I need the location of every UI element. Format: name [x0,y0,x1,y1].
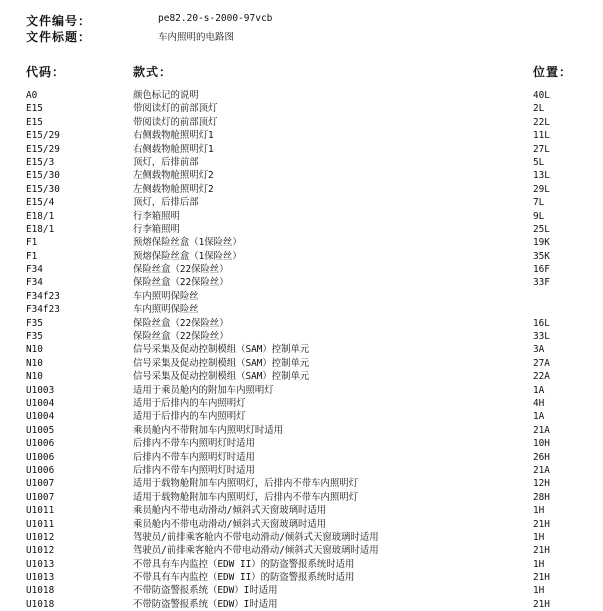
model-cell: 保险丝盒（22保险丝） [133,277,229,289]
position-cell: 27A [533,357,550,369]
position-cell: 4H [533,397,545,409]
position-cell: 33F [533,277,550,289]
position-cell: 21H [533,545,550,557]
model-cell: 预熔保险丝盒（1保险丝） [133,250,242,262]
table-row [0,156,603,169]
table-row [0,504,603,517]
model-cell: 左侧载物舱照明灯2 [133,183,214,195]
position-cell: 9L [533,210,545,222]
table-row [0,263,603,276]
code-cell: N10 [26,344,43,356]
table-row [0,223,603,236]
model-cell: 颜色标记的说明 [133,90,199,101]
code-cell: F34f23 [26,304,60,316]
table-row [0,491,603,504]
model-cell: 右侧载物舱照明灯1 [133,130,214,142]
doc-title-label: 文件标题： [26,30,92,44]
table-row [0,250,603,263]
model-cell: 乘员舱内不带电动滑动/倾斜式天窗玻璃时适用 [133,518,327,530]
position-cell: 40L [533,90,550,101]
code-cell: U1007 [26,491,55,503]
position-cell: 26H [533,451,550,463]
table-row [0,143,603,156]
table-row [0,477,603,490]
header-position: 位置： [533,65,573,79]
model-cell: 不带具有车内监控（EDW II）的防盗警报系统时适用 [133,572,355,584]
code-cell: N10 [26,371,43,383]
code-cell: U1012 [26,545,55,557]
code-cell: U1006 [26,464,55,476]
model-cell: 驾驶员/前排乘客舱内不带电动滑动/倾斜式天窗玻璃时适用 [133,545,379,557]
code-cell: U1011 [26,518,55,530]
position-cell: 21A [533,464,550,476]
model-cell: 适用于后排内的车内照明灯 [133,397,246,409]
position-cell: 21H [533,598,550,610]
model-cell: 行李箱照明 [133,210,180,222]
model-cell: 不带防盗警报系统（EDW）I时适用 [133,585,278,597]
table-row [0,89,603,102]
code-cell: U1007 [26,478,55,490]
model-cell: 顶灯，后排后部 [133,197,199,209]
table-row [0,424,603,437]
position-cell: 1H [533,585,545,597]
position-cell: 10H [533,438,550,450]
model-cell: 保险丝盒（22保险丝） [133,264,229,276]
table-row [0,102,603,115]
position-cell: 11L [533,130,550,142]
code-cell: F1 [26,250,38,262]
position-cell: 16L [533,317,550,329]
code-cell: E15/4 [26,197,55,209]
position-cell: 1A [533,411,545,423]
code-cell: U1005 [26,424,55,436]
position-cell: 25L [533,223,550,235]
position-cell: 1A [533,384,545,396]
model-cell: 信号采集及促动控制模组（SAM）控制单元 [133,357,310,369]
model-cell: 带阅读灯的前部顶灯 [133,116,218,128]
table-row [0,317,603,330]
table-row [0,584,603,597]
code-cell: F34 [26,277,43,289]
position-cell: 22A [533,371,550,383]
position-cell: 1H [533,531,545,543]
position-cell: 3A [533,344,545,356]
code-cell: E15/30 [26,170,60,182]
parts-table [0,89,603,611]
code-cell: A0 [26,90,38,101]
position-cell: 22L [533,116,550,128]
table-row [0,451,603,464]
table-row [0,558,603,571]
code-cell: E15/29 [26,143,60,155]
table-row [0,410,603,423]
position-cell: 21A [533,424,550,436]
code-cell: F34f23 [26,290,60,302]
code-cell: E18/1 [26,223,55,235]
model-cell: 车内照明保险丝 [133,290,199,302]
code-cell: U1013 [26,558,55,570]
code-cell: F34 [26,264,43,276]
position-cell: 16F [533,264,550,276]
code-cell: F35 [26,317,43,329]
position-cell: 21H [533,572,550,584]
code-cell: U1003 [26,384,55,396]
table-row [0,330,603,343]
code-cell: U1006 [26,438,55,450]
table-row [0,169,603,182]
position-cell: 12H [533,478,550,490]
position-cell: 28H [533,491,550,503]
code-cell: U1018 [26,598,55,610]
model-cell: 乘员舱内不带电动滑动/倾斜式天窗玻璃时适用 [133,505,327,517]
position-cell: 21H [533,518,550,530]
model-cell: 适用于后排内的车内照明灯 [133,411,246,423]
table-row [0,370,603,383]
table-row [0,384,603,397]
table-row [0,397,603,410]
position-cell: 35K [533,250,550,262]
header-model: 款式： [133,65,173,79]
model-cell: 适用于载物舱附加车内照明灯，后排内不带车内照明灯 [133,491,359,503]
model-cell: 适用于乘员舱内的附加车内照明灯 [133,384,274,396]
table-row [0,303,603,316]
code-cell: E15 [26,103,43,115]
table-row [0,531,603,544]
position-cell: 29L [533,183,550,195]
model-cell: 驾驶员/前排乘客舱内不带电动滑动/倾斜式天窗玻璃时适用 [133,531,379,543]
table-row [0,343,603,356]
model-cell: 顶灯，后排前部 [133,156,199,168]
position-cell: 19K [533,237,550,249]
table-row [0,276,603,289]
position-cell: 33L [533,331,550,343]
table-row [0,437,603,450]
code-cell: E18/1 [26,210,55,222]
code-cell: U1004 [26,397,55,409]
model-cell: 行李箱照明 [133,223,180,235]
table-row [0,544,603,557]
model-cell: 保险丝盒（22保险丝） [133,317,229,329]
table-row [0,598,603,611]
code-cell: U1013 [26,572,55,584]
model-cell: 信号采集及促动控制模组（SAM）控制单元 [133,371,310,383]
model-cell: 右侧载物舱照明灯1 [133,143,214,155]
position-cell: 7L [533,197,545,209]
code-cell: U1006 [26,451,55,463]
model-cell: 不带防盗警报系统（EDW）I时适用 [133,598,278,610]
position-cell: 1H [533,558,545,570]
doc-title-value: 车内照明的电路图 [158,32,235,43]
table-row [0,183,603,196]
table-row [0,210,603,223]
model-cell: 不带具有车内监控（EDW II）的防盗警报系统时适用 [133,558,355,570]
code-cell: F1 [26,237,38,249]
code-cell: F35 [26,331,43,343]
table-row [0,196,603,209]
model-cell: 后排内不带车内照明灯时适用 [133,464,255,476]
header-code: 代码： [26,65,66,79]
position-cell: 1H [533,505,545,517]
model-cell: 保险丝盒（22保险丝） [133,331,229,343]
table-row [0,571,603,584]
model-cell: 后排内不带车内照明灯时适用 [133,438,255,450]
model-cell: 乘员舱内不带附加车内照明灯时适用 [133,424,284,436]
model-cell: 信号采集及促动控制模组（SAM）控制单元 [133,344,310,356]
table-row [0,116,603,129]
position-cell: 2L [533,103,545,115]
model-cell: 带阅读灯的前部顶灯 [133,103,218,115]
model-cell: 预熔保险丝盒（1保险丝） [133,237,242,249]
table-row [0,129,603,142]
code-cell: U1012 [26,531,55,543]
model-cell: 车内照明保险丝 [133,304,199,316]
code-cell: E15/3 [26,156,55,168]
code-cell: E15/29 [26,130,60,142]
table-row [0,236,603,249]
doc-number-label: 文件编号： [26,14,92,28]
doc-number-value: pe82.20-s-2000-97vcb [158,13,273,24]
code-cell: N10 [26,357,43,369]
code-cell: E15/30 [26,183,60,195]
model-cell: 适用于载物舱附加车内照明灯，后排内不带车内照明灯 [133,478,359,490]
position-cell: 13L [533,170,550,182]
position-cell: 27L [533,143,550,155]
table-row [0,290,603,303]
model-cell: 后排内不带车内照明灯时适用 [133,451,255,463]
position-cell: 5L [533,156,545,168]
table-row [0,464,603,477]
code-cell: U1011 [26,505,55,517]
table-row [0,518,603,531]
table-row [0,357,603,370]
code-cell: E15 [26,116,43,128]
model-cell: 左侧载物舱照明灯2 [133,170,214,182]
code-cell: U1018 [26,585,55,597]
code-cell: U1004 [26,411,55,423]
